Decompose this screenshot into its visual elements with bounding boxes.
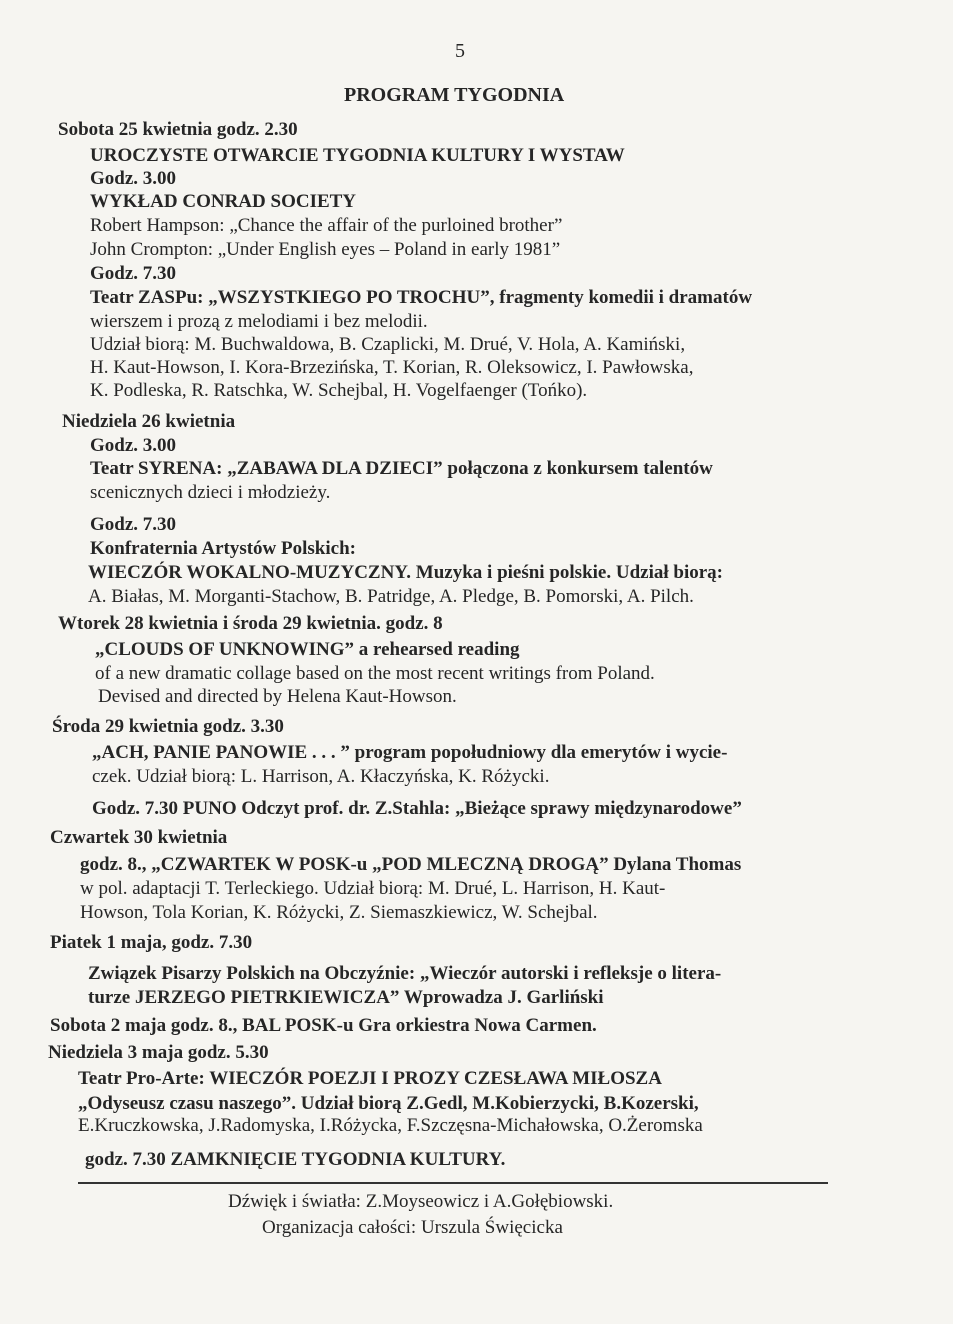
text-line: Sobota 2 maja godz. 8., BAL POSK-u Gra orkiestra Nowa Carmen. — [50, 1015, 597, 1036]
divider-rule — [78, 1182, 828, 1184]
text-line: E.Kruczkowska, J.Radomyska, I.Różycka, F.Szczęsna-Michałowska, O.Żeromska — [78, 1115, 703, 1136]
text-line: Godz. 3.00 — [90, 435, 177, 456]
text-line: Teatr ZASPu: „WSZYSTKIEGO PO TROCHU”, fragmenty komedii i dramatów — [90, 287, 753, 308]
text-line: „Odyseusz czasu naszego”. Udział biorą Z.Gedl, M.Kobierzycki, B.Kozerski, — [78, 1093, 699, 1114]
text-line: turze JERZEGO PIETRKIEWICZA” Wprowadza J. Garliński — [88, 987, 604, 1008]
text-line: Wtorek 28 kwietnia i środa 29 kwietnia. godz. 8 — [58, 613, 443, 634]
text-line: Teatr SYRENA: „ZABAWA DLA DZIECI” połączona z konkursem talentów — [90, 458, 713, 479]
text-line: Udział biorą: M. Buchwaldowa, B. Czaplicki, M. Drué, V. Hola, A. Kamiński, — [90, 334, 686, 355]
text-line: Godz. 7.30 — [90, 514, 177, 535]
text-line: w pol. adaptacji T. Terleckiego. Udział biorą: M. Drué, L. Harrison, H. Kaut- — [80, 878, 666, 899]
text-line: „CLOUDS OF UNKNOWING” a rehearsed reading — [95, 639, 520, 660]
text-line: Robert Hampson: „Chance the affair of the purloined brother” — [90, 215, 563, 236]
text-line: Związek Pisarzy Polskich na Obczyźnie: „Wieczór autorski i refleksje o litera- — [88, 963, 722, 984]
page-number: 5 — [455, 40, 465, 62]
text-line: Godz. 7.30 PUNO Odczyt prof. dr. Z.Stahla: „Bieżące sprawy międzynarodowe” — [92, 798, 742, 819]
text-line: H. Kaut-Howson, I. Kora-Brzezińska, T. Korian, R. Oleksowicz, I. Pawłowska, — [90, 357, 694, 378]
text-line: scenicznych dzieci i młodzieży. — [90, 482, 331, 503]
text-line: K. Podleska, R. Ratschka, W. Schejbal, H. Vogelfaenger (Tońko). — [90, 380, 588, 401]
text-line: Niedziela 26 kwietnia — [62, 411, 236, 432]
text-line: Godz. 7.30 — [90, 263, 177, 284]
text-line: godz. 8., „CZWARTEK W POSK-u „POD MLECZNĄ DROGĄ” Dylana Thomas — [80, 854, 742, 875]
text-line: „ACH, PANIE PANOWIE . . . ” program popołudniowy dla emerytów i wycie- — [92, 742, 728, 763]
text-line: UROCZYSTE OTWARCIE TYGODNIA KULTURY I WYSTAW — [90, 145, 625, 166]
text-line: Niedziela 3 maja godz. 5.30 — [48, 1042, 269, 1063]
text-line: Czwartek 30 kwietnia — [50, 827, 228, 848]
text-line: Środa 29 kwietnia godz. 3.30 — [52, 716, 284, 737]
text-line: czek. Udział biorą: L. Harrison, A. Kłaczyńska, K. Różycki. — [92, 766, 550, 787]
text-line: Dźwięk i światła: Z.Moyseowicz i A.Gołębiowski. — [228, 1191, 614, 1212]
text-line: Devised and directed by Helena Kaut-Howson. — [98, 686, 457, 707]
text-line: WIECZÓR WOKALNO-MUZYCZNY. Muzyka i pieśni polskie. Udział biorą: — [88, 562, 723, 583]
text-line: Konfraternia Artystów Polskich: — [90, 538, 356, 559]
text-line: wierszem i prozą z melodiami i bez melodii. — [90, 311, 428, 332]
text-line: Teatr Pro-Arte: WIECZÓR POEZJI I PROZY CZESŁAWA MIŁOSZA — [78, 1068, 662, 1089]
text-line: Sobota 25 kwietnia godz. 2.30 — [58, 119, 298, 140]
text-line: Howson, Tola Korian, K. Różycki, Z. Siemaszkiewicz, W. Schejbal. — [80, 902, 598, 923]
text-line: WYKŁAD CONRAD SOCIETY — [90, 191, 357, 212]
text-line: Organizacja całości: Urszula Święcicka — [262, 1217, 563, 1238]
text-line: of a new dramatic collage based on the most recent writings from Poland. — [95, 663, 655, 684]
text-line: Godz. 3.00 — [90, 168, 177, 189]
page-title: PROGRAM TYGODNIA — [344, 84, 565, 106]
text-line: godz. 7.30 ZAMKNIĘCIE TYGODNIA KULTURY. — [85, 1149, 506, 1170]
text-line: John Crompton: „Under English eyes – Poland in early 1981” — [90, 239, 561, 260]
text-line: Piatek 1 maja, godz. 7.30 — [50, 932, 253, 953]
text-line: A. Białas, M. Morganti-Stachow, B. Patridge, A. Pledge, B. Pomorski, A. Pilch. — [88, 586, 694, 607]
